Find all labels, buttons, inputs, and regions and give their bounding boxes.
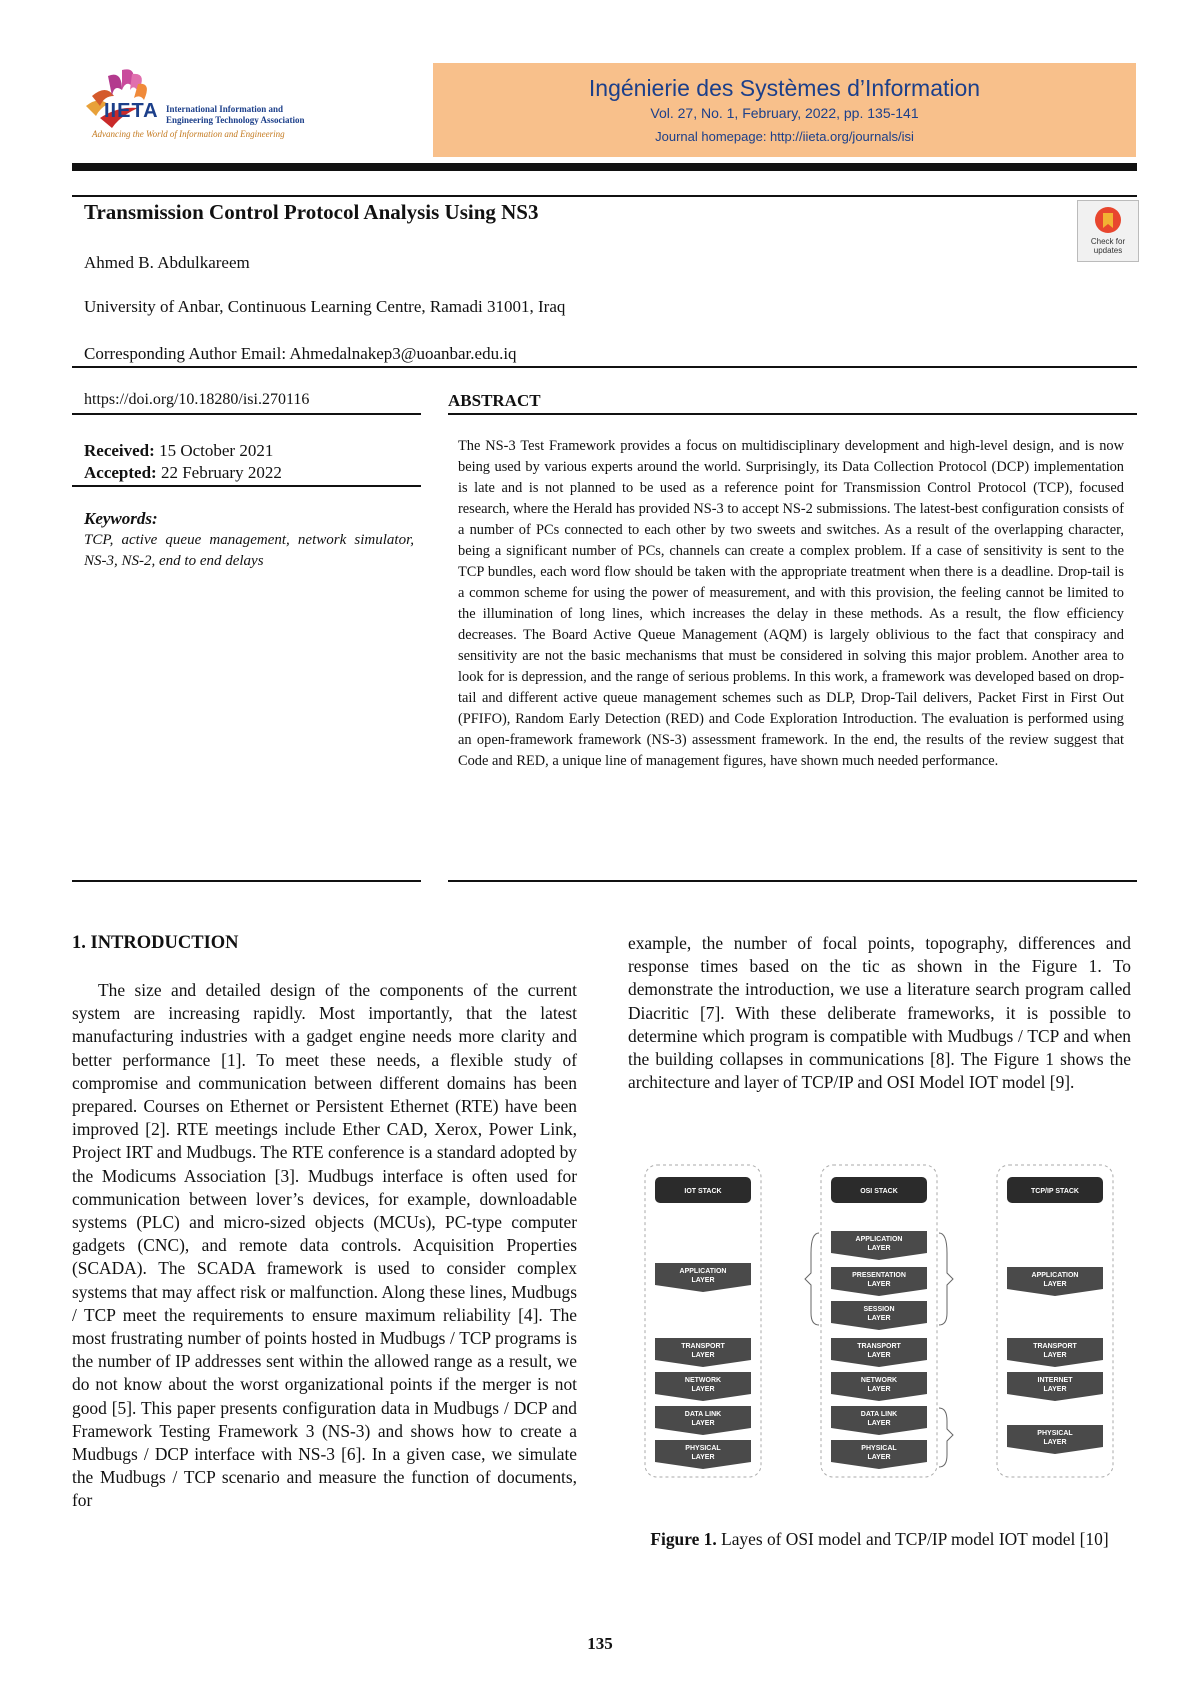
osi-layer-1-label-line-1: APPLICATION — [855, 1236, 903, 1243]
dates-rule — [72, 485, 421, 487]
received-value: 15 October 2021 — [159, 441, 274, 460]
tcpip-layer-3-label-line-1: INTERNET — [1037, 1377, 1073, 1384]
iot-stack-title: IOT STACK — [684, 1188, 722, 1195]
abstract-body: The NS-3 Test Framework provides a focus on multidisciplinary development and high-level design, and is now being used by various experts around the world. Surprisingly, its Data Collection Protocol (DCP) implementation is late and is not planned to be used as a reference point for Transmission Control Protocol (TCP), focused research, where the Herald has provided NS-3 to accept NS-2 submissions. The latest-best configuration consists of a number of PCs connected to each other by two sweets and switches. As a result of the overlapping character, being a significant number of PCs, channels can create a complex problem. If a case of sensitivity is sent to the TCP bundles, each word flow should be taken with the appropriate treatment when there is a deadline. Drop-tail is a common scheme for using the power of measurement, and with this provision, the feeling cannot be limited to the illumination of long lines, which increases the delay in these methods. As a result, the flow efficiency decreases. The Board Active Queue Management (AQM) is largely oblivious to the fact that conspiracy and sensitivity are not the basic mechanisms that must be considered in solving this major problem. Another area to look for is depression, and the range of serious problems. In this work, a framework was developed based on drop- tail and different active queue management schemes such as DLP, Drop-Tail delivers, Packet First in First Out (PFIFO), Random Early Detection (RED) and Code Exploration Introduction. The evaluation is performed using an open-framework framework (NS-3) assessment framework. In the end, the results of the review suggest that Code and RED, a unique line of management figures, have shown much needed performance. — [458, 438, 1124, 769]
received-label: Received: — [84, 441, 155, 460]
osi-layer-6-label-line-1: DATA LINK — [860, 1411, 898, 1418]
tcpip-layer-4-label-line-2: LAYER — [1043, 1439, 1067, 1446]
received-date — [84, 441, 273, 461]
osi-layer-4-label-line-2: LAYER — [867, 1352, 891, 1359]
check-updates-label: Check for updates — [1090, 237, 1126, 255]
osi-layer-2-label-line-1: PRESENTATION — [852, 1272, 906, 1279]
journal-homepage[interactable]: Journal homepage: http://iieta.org/journals/isi — [655, 129, 914, 144]
author-name: Ahmed B. Abdulkareem — [84, 253, 250, 272]
iot-layer-2-label-line-1: TRANSPORT — [681, 1343, 725, 1350]
introduction-left-column: The size and detailed design of the components of the current system are increasing rapidly. Most importantly, that the latest manufacturing industries with a gadget engine needs more clarity and better performance [1]. To meet these needs, a flexible study of compromise and communication between different domains has been prepared. Courses on Ethernet or Persistent Ethernet (RTE) have been improved [2]. RTE meetings include Ether CAD, Xerox, Power Link, Project IRT and Mudbugs. The RTE conference is a standard adopted by the Modicums Association [3]. Mudbugs interface is often used for communication between lover’s devices, for example, downloadable systems (PLC) and micro-sized objects (MCUs), PC-type computer gadgets (CNC), and remote data controls. Acquisition Properties (SCADA). The SCADA framework is used to consider complex systems that may affect risk or malfunction. Along these lines, Mudbugs / TCP meet the requirements to ensure maximum reliability [4]. The most frustrating number of points hosted in Mudbugs / TCP programs is the number of IP addresses sent within the allowed range as a result, we do not know about the worst organizational points if the merger is not good [5]. This paper presents configuration data in Mudbugs / DCP and Framework Testing Framework 3 (NS-3) and shows how to create a Mudbugs / DCP interface with NS-3 [6]. In a given case, we simulate the Mudbugs / TCP scenario and measure the function of documents, for — [72, 980, 577, 1511]
osi-layer-3-label-line-2: LAYER — [867, 1315, 891, 1322]
iot-layer-3-label-line-2: LAYER — [691, 1386, 715, 1393]
publisher-name — [166, 104, 305, 126]
accepted-label: Accepted: — [84, 463, 157, 482]
corresponding-email: Corresponding Author Email: Ahmedalnakep3@uoanbar.edu.iq — [84, 344, 517, 363]
keywords-list: TCP, active queue management, network simulator, NS-3, NS-2, end to end delays — [84, 532, 414, 569]
title-top-rule — [72, 195, 1137, 197]
check-updates-badge[interactable] — [1077, 200, 1139, 262]
accepted-date — [84, 463, 282, 483]
iot-layer-5-label-line-1: PHYSICAL — [685, 1445, 721, 1452]
osi-right-lower-brace — [939, 1408, 953, 1467]
iot-layer-2-label-line-2: LAYER — [691, 1352, 715, 1359]
tcpip-layer-2-label-line-1: TRANSPORT — [1033, 1343, 1077, 1350]
title-bottom-rule — [72, 366, 1137, 368]
journal-volume: Vol. 27, No. 1, February, 2022, pp. 135-141 — [650, 105, 919, 121]
iot-layer-4-label-line-2: LAYER — [691, 1420, 715, 1427]
abstract-heading: ABSTRACT — [448, 391, 541, 410]
osi-layer-1-label-line-2: LAYER — [867, 1245, 891, 1252]
osi-layer-7-label-line-1: PHYSICAL — [861, 1445, 897, 1452]
journal-header-box — [433, 63, 1136, 157]
osi-left-brace — [805, 1233, 819, 1325]
abstract-head-rule — [448, 413, 1137, 415]
tcpip-layer-3-label-line-2: LAYER — [1043, 1386, 1067, 1393]
doi-link[interactable]: https://doi.org/10.18280/isi.270116 — [84, 391, 310, 408]
osi-stack-title: OSI STACK — [860, 1188, 898, 1195]
osi-layer-6-label-line-2: LAYER — [867, 1420, 891, 1427]
page-number: 135 — [587, 1634, 613, 1653]
osi-layer-5-label-line-2: LAYER — [867, 1386, 891, 1393]
iot-layer-1-label-line-2: LAYER — [691, 1277, 715, 1284]
introduction-right-column: example, the number of focal points, topography, differences and response times based on the tic as shown in the Figure 1. To demonstrate the introduction, we use a literature search program called Diacritic [7]. With these deliberate frameworks, it is possible to determine which program is compatible with Mudbugs / TCP and when the building collapses in communications [8]. The Figure 1 shows the architecture and layer of TCP/IP and OSI Model IOT model [9]. — [628, 933, 1131, 1093]
publisher-abbrev: IIETA — [104, 100, 159, 122]
iot-layer-3-label-line-1: NETWORK — [684, 1377, 722, 1384]
accepted-value: 22 February 2022 — [160, 463, 282, 482]
osi-right-upper-brace — [939, 1233, 953, 1325]
meta-bottom-rule — [72, 880, 421, 882]
publisher-tagline: Advancing the World of Information and Engineering — [92, 129, 285, 139]
section-heading-introduction: 1. INTRODUCTION — [72, 933, 239, 953]
keywords-label: Keywords: — [84, 509, 158, 528]
tcpip-layer-1-label-line-1: APPLICATION — [1031, 1272, 1079, 1279]
figure-1-stack-diagram — [641, 1163, 1117, 1481]
figure-1-caption — [628, 1528, 1131, 1551]
abstract-bottom-rule — [448, 880, 1137, 882]
caption-label: Figure 1. — [650, 1529, 717, 1549]
publisher-name-line2: Engineering Technology Association — [166, 115, 305, 125]
osi-layer-7-label-line-2: LAYER — [867, 1454, 891, 1461]
osi-layer-5-label-line-1: NETWORK — [860, 1377, 898, 1384]
caption-text: Layes of OSI model and TCP/IP model IOT model [10] — [721, 1529, 1109, 1549]
iot-layer-4-label-line-1: DATA LINK — [684, 1411, 722, 1418]
iot-layer-1-label-line-1: APPLICATION — [679, 1268, 727, 1275]
osi-layer-4-label-line-1: TRANSPORT — [857, 1343, 901, 1350]
journal-name: Ingénierie des Systèmes d’Information — [588, 75, 981, 101]
iot-layer-5-label-line-2: LAYER — [691, 1454, 715, 1461]
doi-rule — [72, 413, 421, 415]
affiliation: University of Anbar, Continuous Learning Centre, Ramadi 31001, Iraq — [84, 297, 566, 316]
publisher-logo — [78, 66, 418, 151]
tcpip-stack-title: TCP/IP STACK — [1031, 1188, 1079, 1195]
paper-title: Transmission Control Protocol Analysis Using NS3 — [84, 200, 539, 224]
tcpip-layer-4-label-line-1: PHYSICAL — [1037, 1430, 1073, 1437]
stack-diagram-svg — [641, 1163, 1117, 1481]
osi-layer-3-label-line-1: SESSION — [863, 1306, 895, 1313]
osi-layer-2-label-line-2: LAYER — [867, 1281, 891, 1288]
publisher-name-line1: International Information and — [166, 104, 284, 114]
header-rule — [72, 163, 1137, 171]
tcpip-layer-2-label-line-2: LAYER — [1043, 1352, 1067, 1359]
tcpip-layer-1-label-line-2: LAYER — [1043, 1281, 1067, 1288]
bookmark-icon — [1093, 205, 1123, 235]
